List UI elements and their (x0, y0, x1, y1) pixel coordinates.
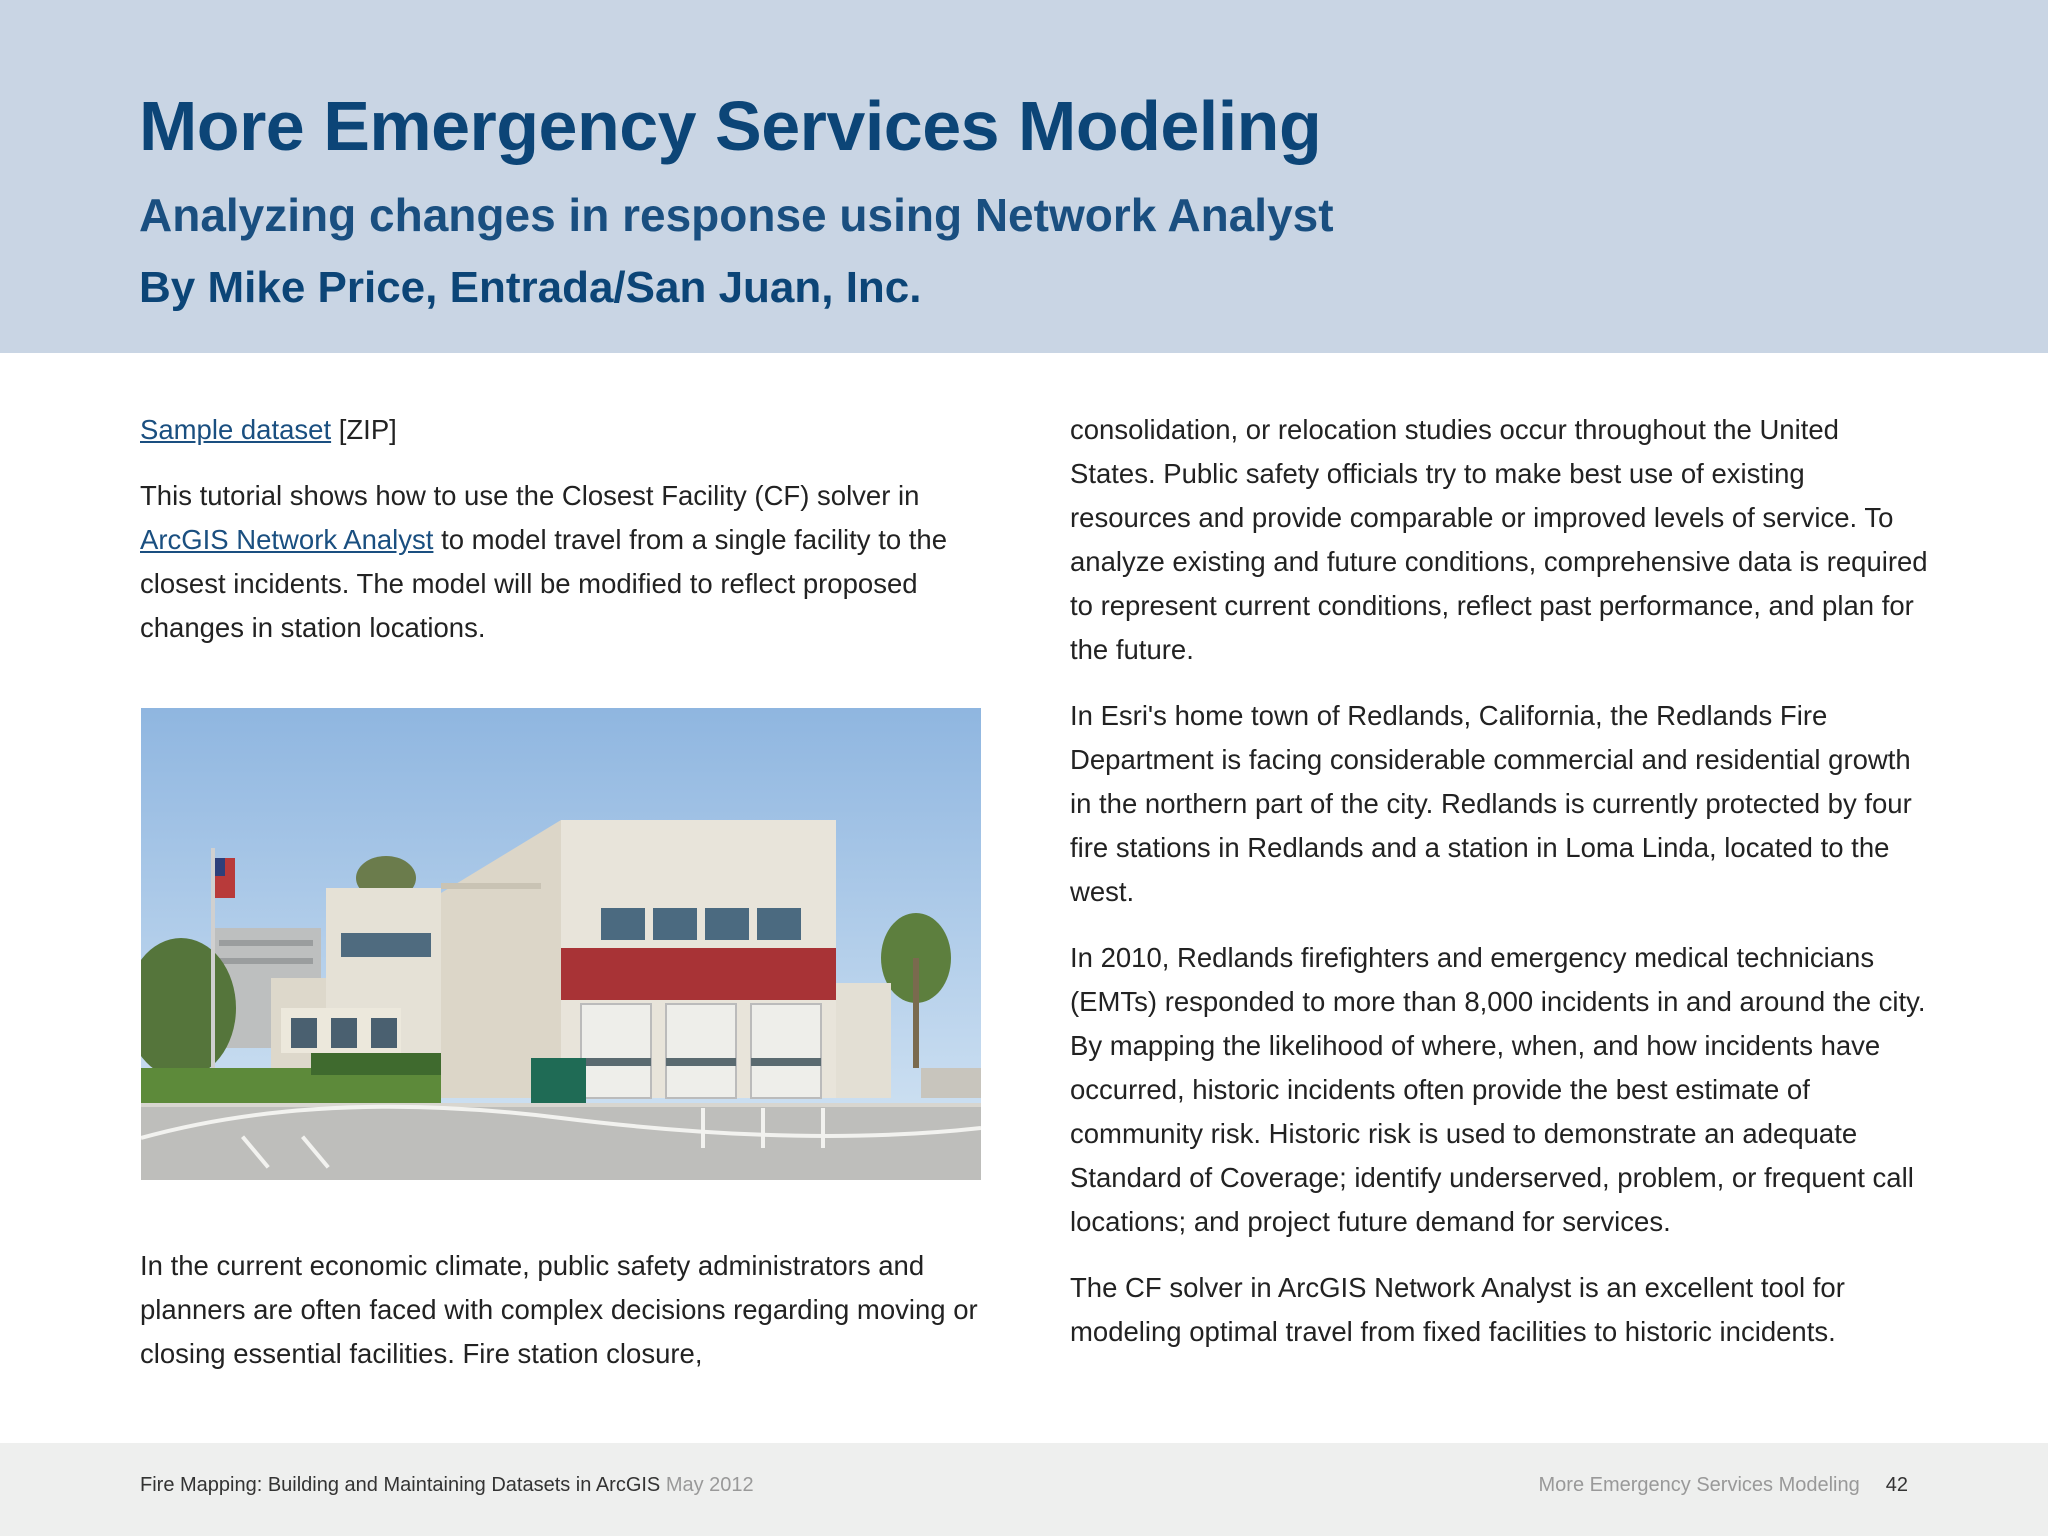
page-number: 42 (1885, 1474, 1908, 1496)
fire-station-photo (141, 708, 981, 1180)
author-byline: By Mike Price, Entrada/San Juan, Inc. (139, 263, 922, 312)
footer-section (1539, 1474, 1909, 1497)
economic-climate-paragraph: In the current economic climate, public safety administrators and planners are often faced with complex decisions regarding moving or closing essential facilities. Fire station closure, (140, 1250, 978, 1369)
footer-date: May 2012 (660, 1474, 754, 1496)
intro-paragraph (140, 474, 980, 650)
footer-section-title: More Emergency Services Modeling (1538, 1474, 1860, 1496)
sample-dataset-link[interactable]: Sample dataset (140, 414, 332, 445)
footer-publication-title: Fire Mapping: Building and Maintaining Datasets in ArcGIS (140, 1474, 661, 1496)
right-column (1070, 408, 1930, 1376)
page-title: More Emergency Services Modeling (139, 87, 1322, 165)
page-subtitle: Analyzing changes in response using Network Analyst (139, 189, 1334, 241)
footer-publication (140, 1474, 754, 1497)
body-paragraph: In 2010, Redlands firefighters and emergency medical technicians (EMTs) responded to more than 8,000 incidents in and around the city. By mapping the likelihood of where, when, and how incidents have occurred, historic incidents often provide the best estimate of community risk. Historic risk is used to demonstrate an adequate Standard of Coverage; identify underserved, problem, or frequent call locations; and project future demand for services. (1070, 942, 1926, 1237)
header-banner (0, 0, 2048, 353)
network-analyst-link[interactable]: ArcGIS Network Analyst (140, 524, 434, 555)
left-column-bottom (140, 1244, 980, 1376)
intro-text-after: to model travel from a single facility to the closest incidents. The model will be modified to reflect proposed changes in station locations. (140, 524, 947, 643)
page-footer (0, 1443, 2048, 1536)
sample-dataset-format: [ZIP] (331, 414, 397, 445)
body-paragraph: In Esri's home town of Redlands, California, the Redlands Fire Department is facing considerable commercial and residential growth in the northern part of the city. Redlands is currently protected by four fire stations in Redlands and a station in Loma Linda, located to the west. (1070, 700, 1912, 907)
body-paragraph: The CF solver in ArcGIS Network Analyst is an excellent tool for modeling optimal travel from fixed facilities to historic incidents. (1070, 1272, 1845, 1347)
left-column-top (140, 408, 980, 650)
fire-station-illustration (141, 708, 981, 1180)
intro-text-before: This tutorial shows how to use the Closest Facility (CF) solver in (140, 480, 920, 511)
body-paragraph: consolidation, or relocation studies occur throughout the United States. Public safety officials try to make best use of existing resources and provide comparable or improved levels of service. To analyze existing and future conditions, comprehensive data is required to represent current conditions, reflect past performance, and plan for the future. (1070, 414, 1928, 665)
sample-dataset-line (140, 408, 980, 452)
